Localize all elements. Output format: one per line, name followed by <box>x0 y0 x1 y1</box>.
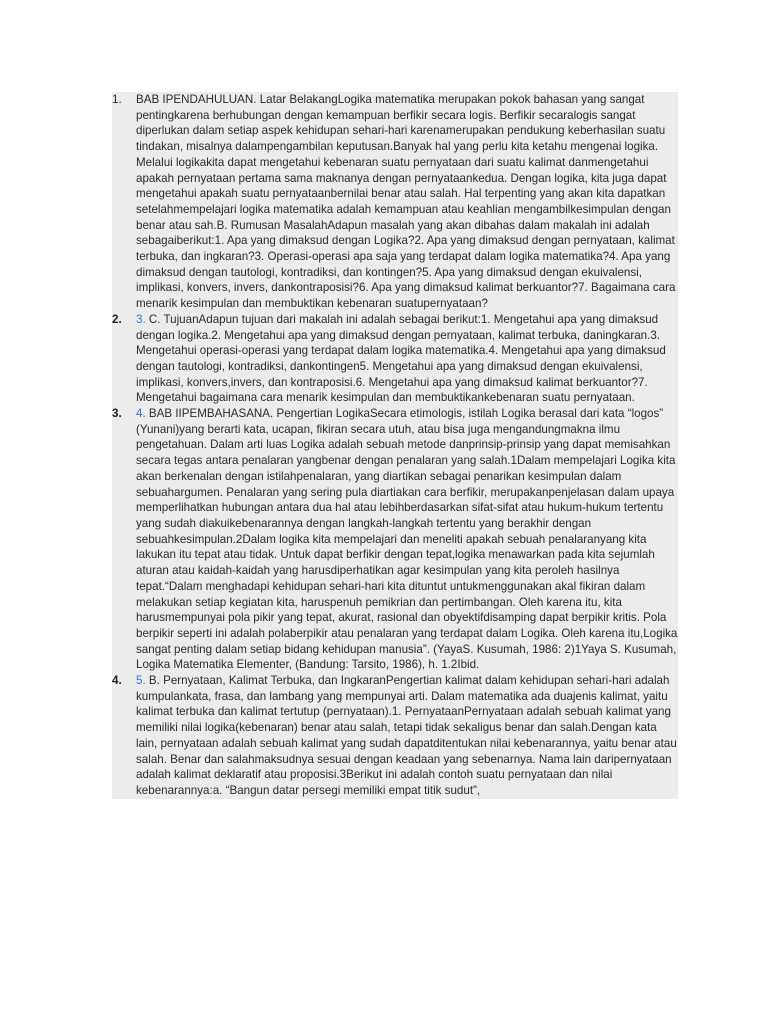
list-item-text: B. Pernyataan, Kalimat Terbuka, dan IngkaranPengertian kalimat dalam kehidupan sehari-hari adalah kumpulankata, frasa, dan lambang yang mempunyai arti. Dalam matematika ada duajenis kalimat, yaitu kalimat terbuka dan kalimat tertutup (pernyataan).1. PernyataanPernyataan adalah sebuah kalimat yang memiliki nilai logika(kebenaran) benar atau salah, tetapi tidak sekaligus benar dan salah.Dengan kata lain, pernyataan adalah sebuah kalimat yang sudah dapatditentukan nilai kebenarannya, yaitu benar atau salah. Benar dan salahmaksudnya sesuai dengan keadaan yang sebenarnya. Nama lain daripernyataan adalah kalimat deklaratif atau proposisi.3Berikut ini adalah contoh suatu pernyataan dan nilai kebenarannya:a. “Bangun datar persegi memiliki empat titik sudut”, <box>136 674 677 797</box>
page-link[interactable]: 3. <box>136 312 146 326</box>
list-item <box>112 92 678 312</box>
numbered-list <box>112 92 678 799</box>
page-link[interactable]: 4. <box>136 407 146 421</box>
list-number: 4. <box>112 674 122 688</box>
list-number: 3. <box>112 407 122 421</box>
list-item-text: BAB IIPEMBAHASANA. Pengertian LogikaSecara etimologis, istilah Logika berasal dari kata “logos” (Yunani)yang berarti kata, ucapan, fikiran secara utuh, atau bisa juga mengandungmakna ilmu pengetahuan. Dalam arti luas Logika adalah sebuah metode danprinsip-prinsip yang dapat memisahkan secara tegas antara penalaran yangbenar dengan penalaran yang salah.1Dalam mempelajari Logika kita akan berkenalan dengan istilahpenalaran, yang diartikan sebagai penarikan kesimpulan dalam sebuahargumen. Penalaran yang sering pula diartiakan cara berfikir, merupakanpenjelasan dalam upaya memperlihatkan hubungan antara dua hal atau lebihberdasarkan sifat-sifat atau hukum-hukum tertentu yang sudah diakuikebenarannya dengan langkah-langkah tertentu yang berakhir dengan sebuahkesimpulan.2Dalam logika kita mempelajari dan meneliti apakah sebuah penalaranyang kita lakukan itu tepat atau tidak. Untuk dapat berfikir dengan tepat,logika menawarkan pada kita sejumlah aturan atau kaidah-kaidah yang harusdiperhatikan agar kesimpulan yang kita peroleh hasilnya tepat.“Dalam menghadapi kehidupan sehari-hari kita dituntut untukmenggunakan akal fikiran dalam melakukan setiap kegiatan kita, haruspenuh pemikrian dan pertimbangan. Oleh karena itu, kita harusmempunyai pola pikir yang tepat, akurat, rasional dan obyektifdisamping dapat berpikir kritis. Pola berpikir seperti ini adalah polaberpikir atau penalaran yang terdapat dalam Logika. Oleh karena itu,Logika sangat penting dalam setiap bidang kehidupan manusia”. (YayaS. Kusumah, 1986: 2)1Yaya S. Kusumah, Logika Matematika Elementer, (Bandung: Tarsito, 1986), h. 1.2Ibid. <box>136 407 678 672</box>
list-item-text: C. TujuanAdapun tujuan dari makalah ini adalah sebagai berikut:1. Mengetahui apa yang dimaksud dengan logika.2. Mengetahui apa yang dimaksud dengan pernyataan, kalimat terbuka, daningkaran.3. Mengetahui operasi-operasi yang terdapat dalam logika matematika.4. Mengetahui apa yang dimaksud dengan tautologi, kontradiksi, dankontingen5. Mengetahui apa yang dimaksud dengan ekuivalensi, implikasi, konvers,invers, dan kontraposisi.6. Mengetahui apa yang dimaksud kalimat berkuantor?7. Mengetahui bagaimana cara menarik kesimpulan dan membuktikankebenaran suatu pernyataan. <box>136 312 666 405</box>
list-item-text: BAB IPENDAHULUAN. Latar BelakangLogika matematika merupakan pokok bahasan yang sangat pentingkarena berhubungan dengan kemampuan berfikir secara logis. Berfikir secaralogis sangat diperlukan dalam setiap aspek kehidupan sehari-hari karenamerupakan pendukung keberhasilan suatu tindakan, misalnya dalampengambilan keputusan.Banyak hal yang perlu kita ketahu mengenai logika. Melalui logikakita dapat mengetahui kebenaran suatu pernyataan dari suatu kalimat danmengetahui apakah pernyataan pertama sama maknanya dengan pernyataankedua. Dengan logika, kita juga dapat mengetahui apakah suatu pernyataanbernilai benar atau salah. Hal terpenting yang akan kita dapatkan setelahmempelajari logika matematika adalah kemampuan atau keahlian mengambilkesimpulan dengan benar atau sah.B. Rumusan MasalahAdapun masalah yang akan dibahas dalam makalah ini adalah sebagaiberikut:1. Apa yang dimaksud dengan Logika?2. Apa yang dimaksud dengan pernyataan, kalimat terbuka, dan ingkaran?3. Operasi-operasi apa saja yang terdapat dalam logika matematika?4. Apa yang dimaksud dengan tautologi, kontradiksi, dan kontingen?5. Apa yang dimaksud dengan ekuivalensi, implikasi, konvers, invers, dankontraposisi?6. Apa yang dimaksud kalimat berkuantor?7. Bagaimana cara menarik kesimpulan dan membuktikan kebenaran suatupernyataan? <box>136 93 676 311</box>
list-number: 2. <box>112 312 122 326</box>
list-item <box>112 312 678 406</box>
page-link[interactable]: 5. <box>136 674 146 688</box>
list-number: 1. <box>112 93 122 106</box>
list-item <box>112 673 678 799</box>
list-item <box>112 406 678 673</box>
